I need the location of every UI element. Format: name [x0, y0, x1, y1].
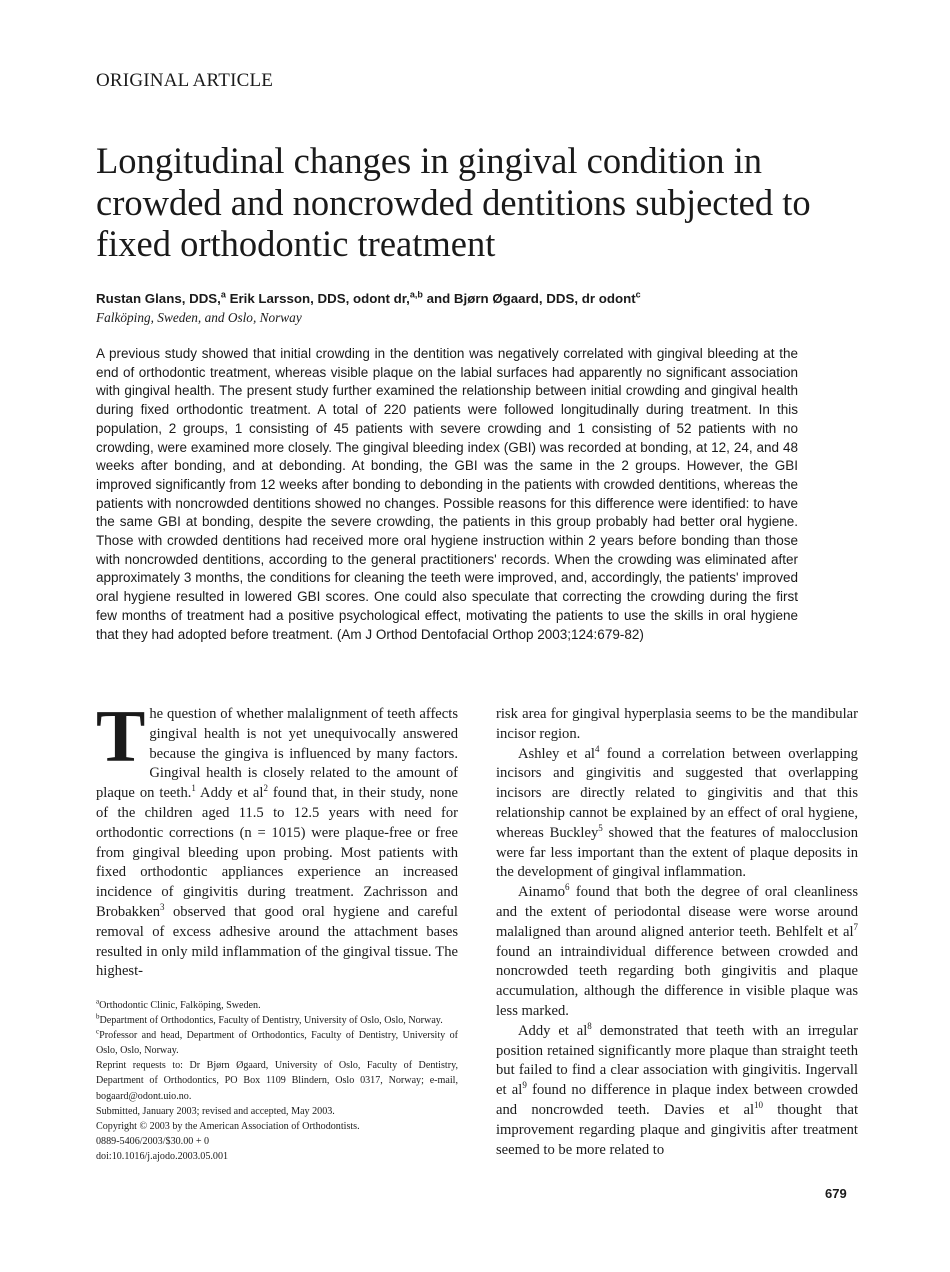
footnote — [96, 998, 458, 1013]
text: Ashley et al — [518, 745, 595, 762]
text: found that both the degree of oral cleanliness and the extent of periodontal disease were worse around malaligned than around aligned anterior teeth. Behlfelt et al — [496, 884, 858, 940]
citation-ref: 3 — [160, 902, 165, 913]
text: demonstrated that teeth with an irregular position retained significantly more plaque than straight teeth but failed to find a clear association with gingivitis. Ingervall et al — [496, 1022, 858, 1099]
author-affiliation-mark: a,b — [409, 289, 423, 300]
author-name: and Bjørn Øgaard, DDS, dr odont — [422, 291, 636, 306]
text: found an intraindividual difference between crowded and noncrowded teeth regarding both gingivitis and plaque accumulation, although the difference in visible plaque was less marked. — [496, 943, 858, 1019]
footnote-mark: a — [96, 997, 100, 1006]
text: Addy et al — [195, 785, 264, 802]
text: Orthodontic Clinic, Falköping, Sweden. — [99, 1000, 261, 1011]
author-affiliation-mark: c — [635, 289, 641, 300]
copyright: Copyright © 2003 by the American Association of Orthodontists. — [96, 1120, 360, 1132]
body-column-right — [496, 705, 858, 1160]
submission-dates: Submitted, January 2003; revised and accepted, May 2003. — [96, 1105, 335, 1117]
text: found no difference in plaque index between crowded and noncrowded teeth. Davies et al — [496, 1082, 858, 1118]
body-paragraph — [496, 883, 858, 1022]
author-affiliation-mark: a — [220, 289, 226, 300]
body-paragraph — [96, 696, 458, 982]
citation-ref: 4 — [594, 743, 600, 754]
article-title: Longitudinal changes in gingival condition in crowded and noncrowded dentitions subjected to fixed orthodontic treatment — [96, 140, 811, 264]
citation-ref: 9 — [522, 1080, 527, 1091]
author-name: Rustan Glans, DDS, — [96, 291, 221, 306]
citation-ref: 10 — [754, 1100, 764, 1111]
drop-cap: T — [96, 696, 146, 778]
footnote — [96, 1013, 458, 1028]
citation-ref: 1 — [191, 783, 196, 794]
footnote — [96, 1028, 458, 1058]
body-paragraph — [496, 1022, 858, 1161]
page-number: 679 — [825, 1186, 847, 1201]
citation-ref: 5 — [598, 822, 603, 833]
body-paragraph — [496, 745, 858, 884]
citation-ref: 8 — [587, 1020, 592, 1031]
text: Professor and head, Department of Orthodontics, Faculty of Dentistry, University of Oslo, Oslo, Norway. — [96, 1030, 458, 1057]
text: showed that the features of malocclusion were far less important than the extent of plaque deposits in the development of gingival inflammation. — [496, 824, 859, 881]
author-name: Erik Larsson, DDS, odont dr, — [225, 291, 410, 306]
issn: 0889-5406/2003/$30.00 + 0 — [96, 1135, 210, 1147]
text: Department of Orthodontics, Faculty of Dentistry, University of Oslo, Oslo, Norway. — [99, 1015, 443, 1027]
author-location: Falköping, Sweden, and Oslo, Norway — [96, 310, 302, 325]
footnote-mark: c — [96, 1027, 100, 1036]
doi: doi:10.1016/j.ajodo.2003.05.001 — [96, 1150, 229, 1162]
text: observed that good oral hygiene and careful removal of excess adhesive around the attachment bases resulted in only mild inflammation of the gingival tissue. The highest- — [96, 903, 458, 980]
citation-ref: 7 — [853, 921, 858, 932]
text: Addy et al — [518, 1022, 588, 1039]
citation-ref: 6 — [565, 882, 570, 893]
article-type-label: ORIGINAL ARTICLE — [96, 70, 274, 91]
text: thought that improvement regarding plaque and gingivitis after treatment seemed to be more related to — [496, 1101, 858, 1158]
text: Ainamo — [518, 884, 566, 901]
citation-ref: 2 — [263, 783, 268, 794]
body-paragraph: risk area for gingival hyperplasia seems to be the mandibular incisor region. — [496, 706, 858, 742]
footnotes — [96, 998, 458, 1164]
text: found a correlation between overlapping incisors and gingivitis and suggested that overlapping incisors are directly related to gingivitis and that this relationship cannot be explained by an effect of oral hygiene, whereas Buckley — [496, 745, 858, 841]
text: found that, in their study, none of the children aged 11.5 to 12.5 years with need for orthodontic corrections (n = 1015) were plaque-free or free from gingival bleeding upon probing. Most patients with fixed orthodontic appliances experience an increased incidence of gingivitis during treatment. Zachrisson and Brobakken — [96, 785, 458, 920]
body-column-left — [96, 696, 458, 982]
abstract: A previous study showed that initial crowding in the dentition was negatively correlated with gingival bleeding at the end of orthodontic treatment, whereas visible plaque on the labial surfaces had apparently no significant association with gingival health. The present study further examined the relationship between initial crowding and gingival health during fixed orthodontic treatment. A total of 220 patients were followed longitudinally during treatment. In this population, 2 groups, 1 consisting of 45 patients with severe crowding and 1 consisting of 52 patients with no crowding, were examined more closely. The gingival bleeding index (GBI) was recorded at bonding, at 12, 24, and 48 weeks after bonding, and at debonding. At bonding, the GBI was the same in the 2 groups. However, the GBI improved significantly from 12 weeks after bonding to debonding in the patients with crowded dentitions, whereas the patients with noncrowded dentitions showed no changes. Possible reasons for this difference were identified: to have the same GBI at bonding, despite the severe crowding, the patients in this group probably had better oral hygiene. Those with crowded dentitions had received more oral hygiene instruction within 2 years before bonding than those with noncrowded dentitions, according to the general practitioners' records. When the crowding was eliminated after approximately 3 months, the conditions for cleaning the teeth were improved, and, accordingly, the patients' improved oral hygiene resulted in lowered GBI scores. One could also speculate that correcting the crowding during the first few months of treatment had a positive psychological effect, motivating the patients to use the skills in oral hygiene that they had adopted before treatment. (Am J Orthod Dentofacial Orthop 2003;124:679-82) — [96, 346, 798, 642]
footnote-mark: b — [96, 1012, 100, 1021]
text: he question of whether malalignment of teeth affects gingival health is not yet unequivocally answered because the gingiva is influenced by many factors. Gingival health is closely related to the amount of plaque on teeth. — [96, 706, 458, 802]
reprint-requests: Reprint requests to: Dr Bjørn Øgaard, University of Oslo, Faculty of Dentistry, Department of Orthodontics, PO Box 1109 Blindern, Oslo 0317, Norway; e-mail, bogaard@odont.uio.no. — [96, 1060, 458, 1102]
author-list — [96, 291, 641, 306]
